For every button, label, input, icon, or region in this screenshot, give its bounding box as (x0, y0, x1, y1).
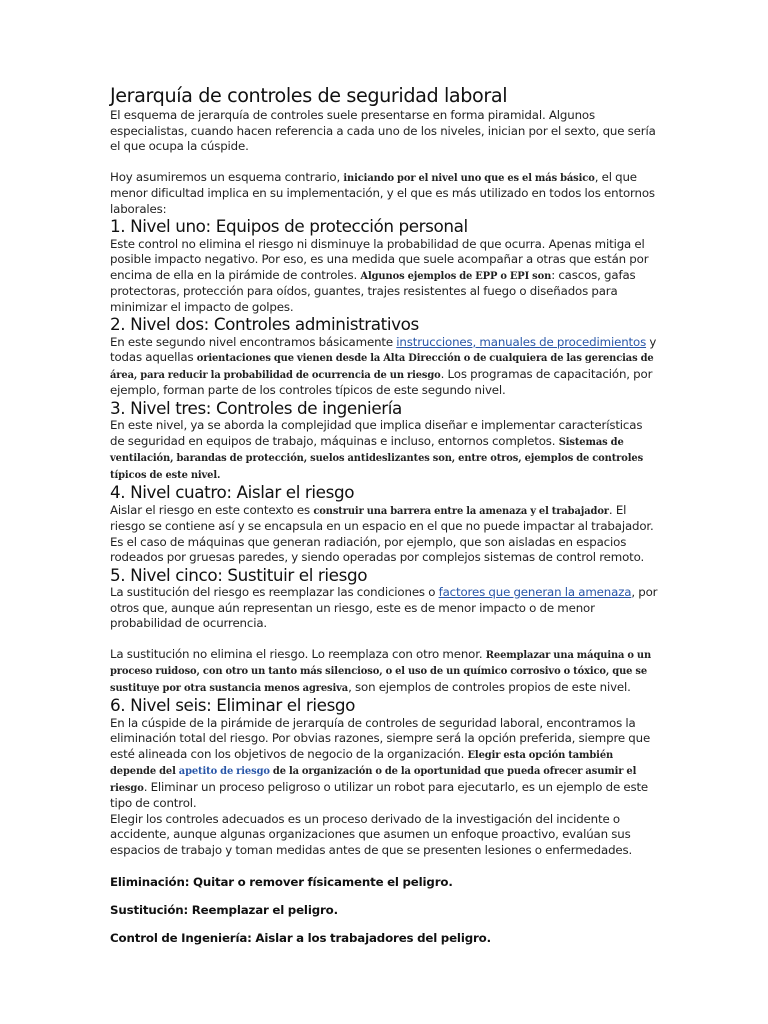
section-paragraph-3 (110, 418, 658, 483)
section-heading-3: 3. Nivel tres: Controles de ingeniería (110, 397, 402, 418)
bold-run: Elegir esta opción también depende del (110, 749, 614, 777)
text-run: . Los programas de capacitación, por ejemplo, forman parte de los controles típicos de este segundo nivel. (110, 366, 653, 397)
bold-run: Sistemas de ventilación, barandas de protección, suelos antideslizantes son, entre otros, ejemplos de controles típicos de este nivel. (110, 436, 644, 481)
section-heading-6: 6. Nivel seis: Eliminar el riesgo (110, 695, 356, 715)
summary-item-substitution: Sustitución: Reemplazar el peligro. (110, 903, 338, 917)
section-heading-4: 4. Nivel cuatro: Aislar el riesgo (110, 482, 355, 502)
bold-run: iniciando por el nivel uno que es el más básico (343, 172, 595, 184)
bold-run: Algunos ejemplos de EPP o EPI son (360, 270, 552, 282)
text-run: Hoy asumiremos un esquema contrario, (110, 169, 344, 184)
intro-paragraph-2 (110, 170, 658, 218)
section-paragraph-2 (110, 335, 658, 399)
document-page (110, 84, 658, 959)
bold-run: de la organización o de la oportunidad que pueda ofrecer asumir el riesgo (110, 766, 637, 794)
text-run: , por otros que, aunque aún representan un riesgo, este es de menor impacto o de menor probabilidad de ocurrencia. (110, 585, 658, 630)
text-run: En este nivel, ya se aborda la complejidad que implica diseñar e implementar características de seguridad en equipos de trabajo, máquinas e incluso, entornos completos. (110, 418, 643, 448)
section-heading-5: 5. Nivel cinco: Sustituir el riesgo (110, 564, 368, 585)
text-run: , el que menor dificultad implica en su implementación, y el que es más utilizado en todos los entornos laborales: (110, 169, 655, 216)
section-paragraph-6b: Elegir los controles adecuados es un proceso derivado de la investigación del incidente o accidente, aunque algunas organizaciones que asumen un enfoque proactivo, evalúan sus espacios de trabajo y toman medidas antes de que se presenten lesiones o enfermedades. (110, 811, 633, 857)
text-run: y todas aquellas (110, 334, 657, 364)
summary-list (110, 875, 658, 947)
bold-run: orientaciones que vienen desde la Alta Dirección o de cualquiera de las gerencias de área, para reducir la probabilidad de ocurrencia de un riesgo (110, 353, 654, 381)
section-paragraph-4 (110, 503, 658, 566)
section-paragraph-6 (110, 716, 658, 812)
text-run: Aislar el riesgo en este contexto es (110, 502, 314, 517)
section-paragraph-5 (110, 585, 658, 632)
text-run: , son ejemplos de controles propios de este nivel. (348, 679, 631, 694)
text-run: En la cúspide de la pirámide de jerarquía de controles de seguridad laboral, encontramos la eliminación total del riesgo. Por obvias razones, siempre será la opción preferida, siempre que esté alineada con los objetivos de negocio de la organización. (110, 715, 651, 761)
text-run: . Eliminar un proceso peligroso o utilizar un robot para ejecutarlo, es un ejemplo de este tipo de control. (110, 779, 649, 810)
bold-run: Reemplazar una máquina o un proceso ruidoso, con otro un tanto más silencioso, o el uso de un químico corrosivo o tóxico, que se sustituye por otra sustancia menos agresiva (110, 649, 652, 694)
text-run: Este control no elimina el riesgo ni disminuye la probabilidad de que ocurra. Apenas mitiga el posible impacto negativo. Por eso, es una medida que suele acompañar a otras que están por encima de ella en la pirámide de controles. (110, 236, 649, 282)
bold-run: construir una barrera entre la amenaza y el trabajador (313, 505, 609, 517)
page-title: Jerarquía de controles de seguridad laboral (110, 84, 508, 107)
section-paragraph-1 (110, 237, 658, 316)
section-heading-1: 1. Nivel uno: Equipos de protección personal (110, 216, 468, 236)
text-run: : cascos, gafas protectoras, protección para oídos, guantes, trajes resistentes al fuego o diseñados para minimizar el impacto de golpes. (110, 267, 636, 314)
risk-appetite-link[interactable]: apetito de riesgo (178, 766, 270, 777)
threat-factors-link[interactable]: factores que generan la amenaza (438, 585, 632, 599)
procedures-link[interactable]: instrucciones, manuales de procedimientos (396, 334, 647, 349)
text-run: En este segundo nivel encontramos básicamente (110, 334, 397, 349)
section-paragraph-5b (110, 647, 658, 697)
text-run: La sustitución no elimina el riesgo. Lo reemplaza con otro menor. (110, 646, 486, 661)
text-run: La sustitución del riesgo es reemplazar las condiciones o (110, 585, 439, 599)
text-run: . El riesgo se contiene así y se encapsula en un espacio en el que no puede impactar al trabajador. Es el caso de máquinas que generan radiación, por ejemplo, que son aisladas en espacios rodeados por gruesas paredes, y siendo operadas por complejos sistemas de control remoto. (110, 502, 654, 564)
summary-item-engineering: Control de Ingeniería: Aislar a los trabajadores del peligro. (110, 931, 491, 945)
section-heading-2: 2. Nivel dos: Controles administrativos (110, 314, 419, 334)
summary-item-elimination: Eliminación: Quitar o remover físicamente el peligro. (110, 875, 453, 889)
intro-paragraph: El esquema de jerarquía de controles suele presentarse en forma piramidal. Algunos especialistas, cuando hacen referencia a cada uno de los niveles, inician por el sexto, que sería el que ocupa la cúspide. (110, 108, 656, 153)
